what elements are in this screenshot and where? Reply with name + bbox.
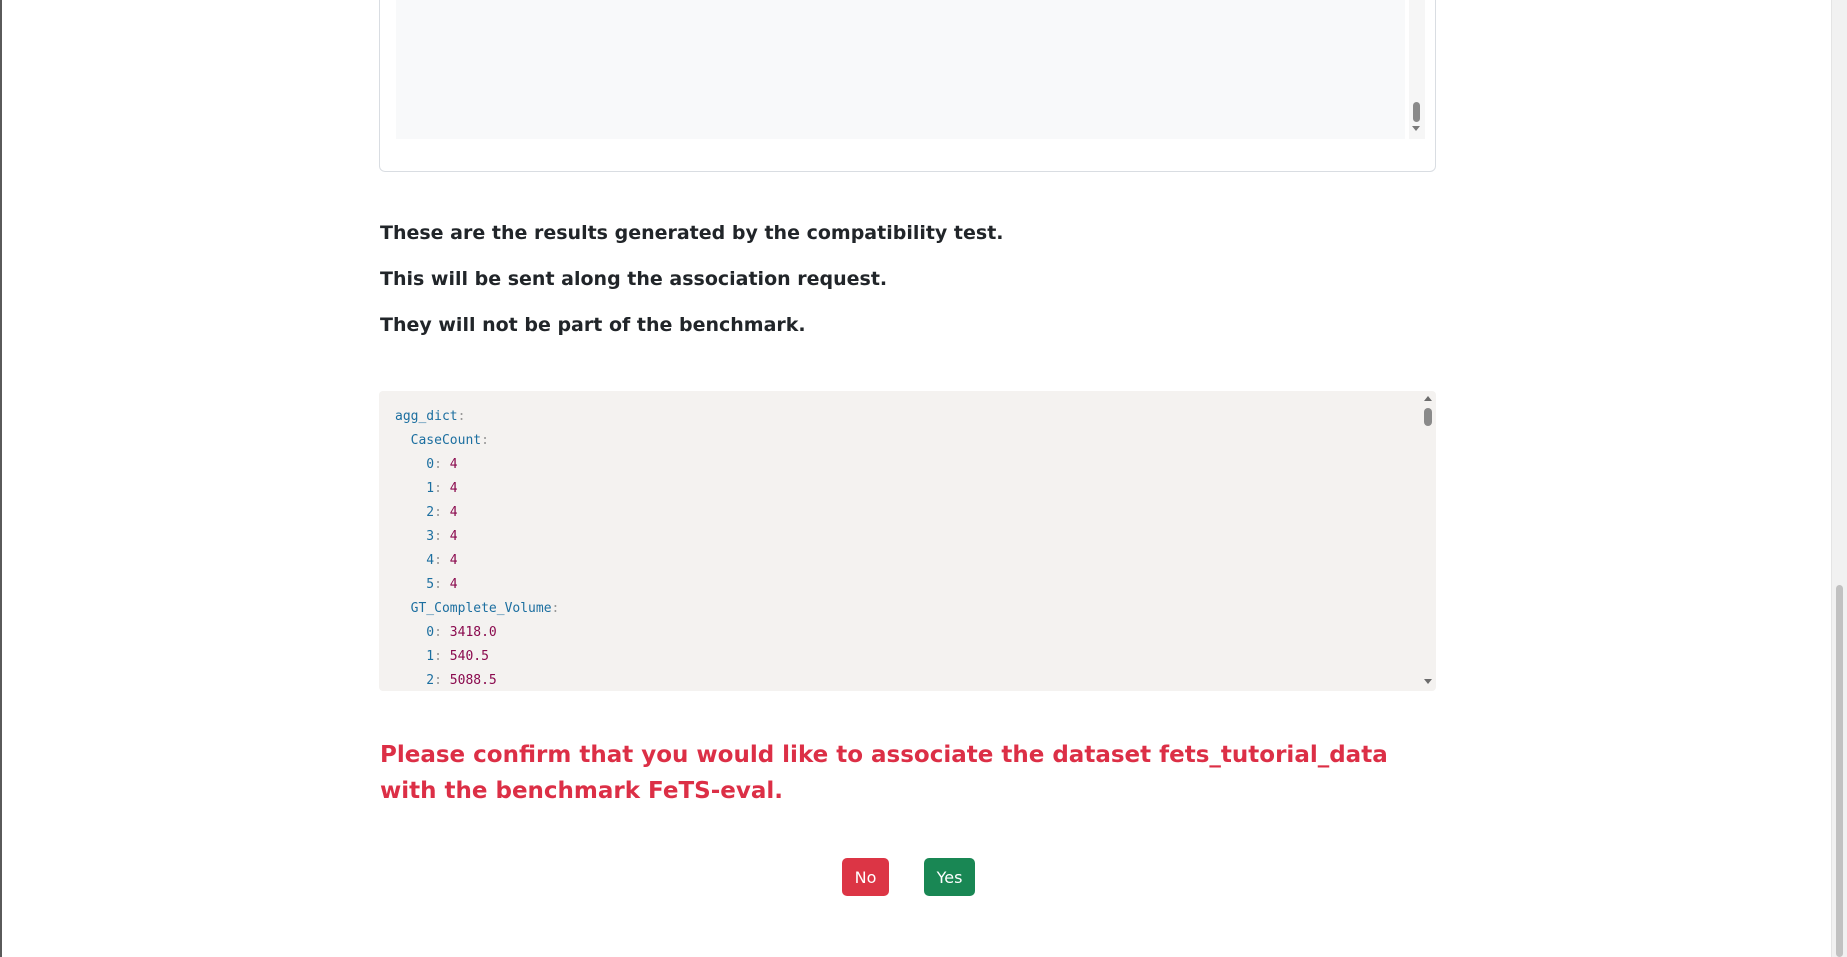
previous-output-card	[379, 0, 1436, 172]
yaml-key: agg_dict	[395, 409, 458, 424]
yaml-key: CaseCount	[395, 433, 482, 448]
yes-button[interactable]: Yes	[924, 858, 975, 896]
no-button[interactable]: No	[842, 858, 889, 896]
yaml-key: 1	[395, 649, 435, 664]
previous-output-scrollbar-thumb[interactable]	[1413, 102, 1420, 122]
yaml-colon: :	[551, 601, 560, 616]
yaml-line	[395, 501, 559, 525]
confirm-association-message: Please confirm that you would like to associate the dataset fets_tutorial_data with the benchmark FeTS-eval.	[380, 742, 1388, 804]
yaml-key: 0	[395, 625, 435, 640]
yaml-line	[395, 525, 559, 549]
yaml-line	[395, 429, 559, 453]
yaml-value: 4	[449, 481, 458, 496]
yaml-colon: :	[434, 553, 442, 568]
yaml-line	[395, 645, 559, 669]
yaml-line	[395, 573, 559, 597]
page-scrollbar[interactable]	[1831, 0, 1847, 957]
yaml-value: 4	[449, 505, 458, 520]
yaml-colon: :	[434, 481, 442, 496]
yaml-line	[395, 597, 559, 621]
yaml-key: 0	[395, 457, 435, 472]
scroll-down-arrow-icon[interactable]	[1412, 126, 1420, 131]
results-yaml-lines	[395, 405, 559, 691]
yaml-colon: :	[434, 673, 442, 688]
yaml-colon: :	[434, 505, 442, 520]
yaml-line	[395, 549, 559, 573]
scroll-up-arrow-icon[interactable]	[1424, 396, 1432, 401]
yaml-value: 540.5	[449, 649, 489, 664]
yaml-key: GT_Complete_Volume	[395, 601, 552, 616]
window-left-edge	[0, 0, 2, 957]
yaml-value: 3418.0	[449, 625, 497, 640]
yaml-line	[395, 477, 559, 501]
previous-output-content[interactable]	[396, 0, 1405, 139]
yaml-line	[395, 453, 559, 477]
page-scrollbar-thumb[interactable]	[1836, 585, 1843, 957]
yaml-value: 5088.5	[449, 673, 497, 688]
yaml-colon: :	[434, 577, 442, 592]
yaml-line	[395, 621, 559, 645]
yaml-key: 3	[395, 529, 435, 544]
yaml-line	[395, 669, 559, 691]
results-scrollbar-thumb[interactable]	[1424, 408, 1432, 426]
yaml-key: 2	[395, 505, 435, 520]
results-scrollbar[interactable]	[1420, 391, 1436, 691]
scroll-down-arrow-icon[interactable]	[1424, 679, 1432, 684]
yaml-key: 5	[395, 577, 435, 592]
yaml-colon: :	[434, 625, 442, 640]
yaml-line	[395, 405, 559, 429]
yaml-colon: :	[434, 457, 442, 472]
previous-output-scrollbar[interactable]	[1409, 0, 1425, 139]
yaml-colon: :	[457, 409, 466, 424]
yaml-value: 4	[449, 529, 458, 544]
yaml-colon: :	[434, 649, 442, 664]
yaml-colon: :	[434, 529, 442, 544]
yaml-value: 4	[449, 553, 458, 568]
yaml-key: 2	[395, 673, 435, 688]
yaml-key: 4	[395, 553, 435, 568]
results-info-text: These are the results generated by the compatibility test.	[380, 222, 1004, 244]
results-code-block[interactable]	[379, 391, 1436, 691]
yaml-value: 4	[449, 577, 458, 592]
yaml-key: 1	[395, 481, 435, 496]
yaml-colon: :	[481, 433, 489, 448]
association-info-text: This will be sent along the association request.	[380, 268, 888, 290]
benchmark-info-text: They will not be part of the benchmark.	[380, 314, 806, 336]
yaml-value: 4	[449, 457, 458, 472]
